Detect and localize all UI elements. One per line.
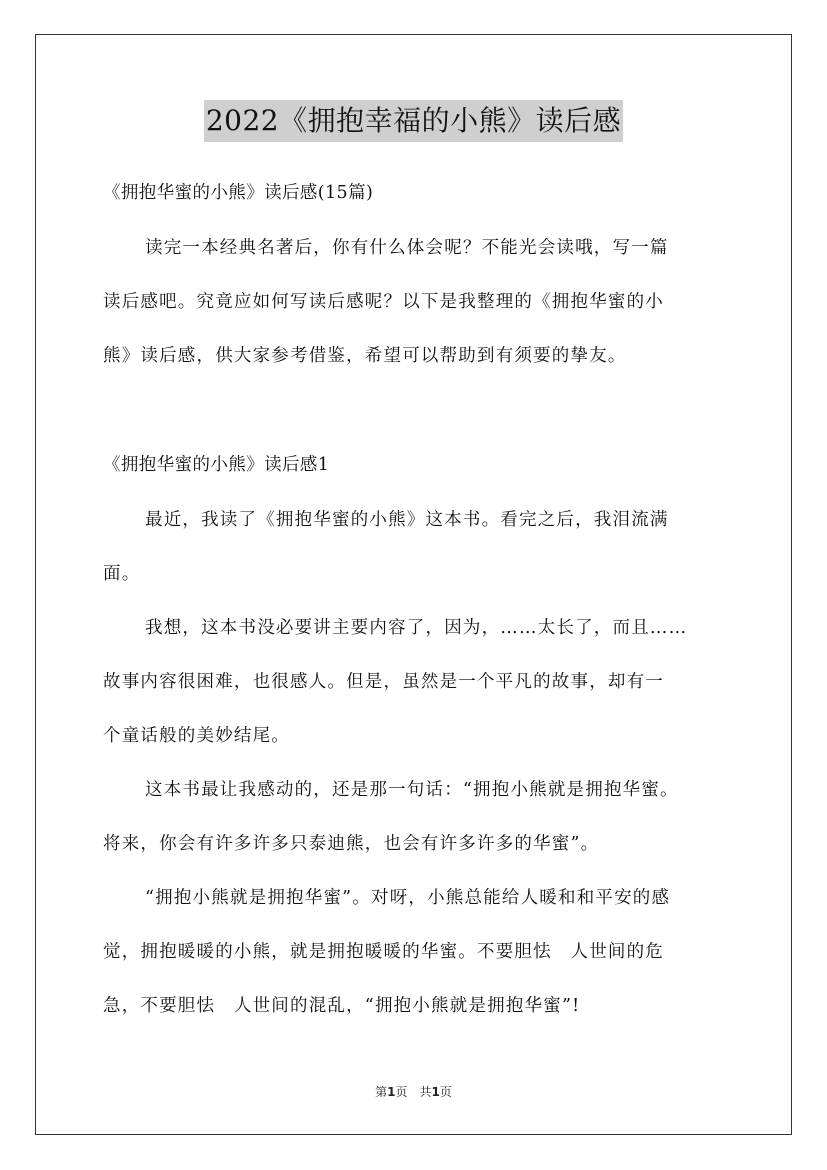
body-line: “拥抱小熊就是拥抱华蜜”。对呀，小熊总能给人暖和和平安的感 — [145, 888, 671, 908]
body-line: 最近，我读了《拥抱华蜜的小熊》这本书。看完之后，我泪流满 — [145, 510, 669, 530]
document-title: 2022《拥抱幸福的小熊》读后感 — [204, 100, 623, 142]
body-line: 这本书最让我感动的，还是那一句话：“拥抱小熊就是拥抱华蜜。 — [145, 780, 679, 800]
footer-page-total: 1 — [431, 1085, 440, 1099]
footer-page-number: 1 — [387, 1085, 396, 1099]
footer-page-prefix: 第 — [375, 1085, 388, 1099]
body-line: 觉，拥抱暖暖的小熊，就是拥抱暖暖的华蜜。不要胆怯 人世间的危 — [103, 942, 664, 962]
body-line: 我想，这本书没必要讲主要内容了，因为，……太长了，而且…… — [145, 618, 688, 638]
body-line: 面。 — [103, 564, 141, 584]
intro-line: 熊》读后感，供大家参考借鉴，希望可以帮助到有须要的挚友。 — [103, 346, 627, 366]
body-line: 将来，你会有许多许多只泰迪熊，也会有许多许多的华蜜”。 — [103, 834, 600, 854]
section-heading: 《拥抱华蜜的小熊》读后感1 — [103, 455, 330, 475]
intro-line: 读完一本经典名著后，你有什么体会呢？不能光会读哦，写一篇 — [145, 238, 669, 258]
title-container — [0, 100, 827, 142]
intro-line: 读后感吧。究竟应如何写读后感呢？以下是我整理的《拥抱华蜜的小 — [103, 292, 664, 312]
footer-page-mid: 页 共 — [395, 1085, 432, 1099]
document-subtitle: 《拥抱华蜜的小熊》读后感(15篇) — [103, 183, 374, 203]
footer-page-suffix: 页 — [439, 1085, 452, 1099]
page-footer — [0, 1083, 827, 1100]
body-line: 个童话般的美妙结尾。 — [103, 726, 290, 746]
body-line: 故事内容很困难，也很感人。但是，虽然是一个平凡的故事，却有一 — [103, 672, 664, 692]
body-line: 急，不要胆怯 人世间的混乱，“拥抱小熊就是拥抱华蜜”! — [103, 996, 581, 1016]
